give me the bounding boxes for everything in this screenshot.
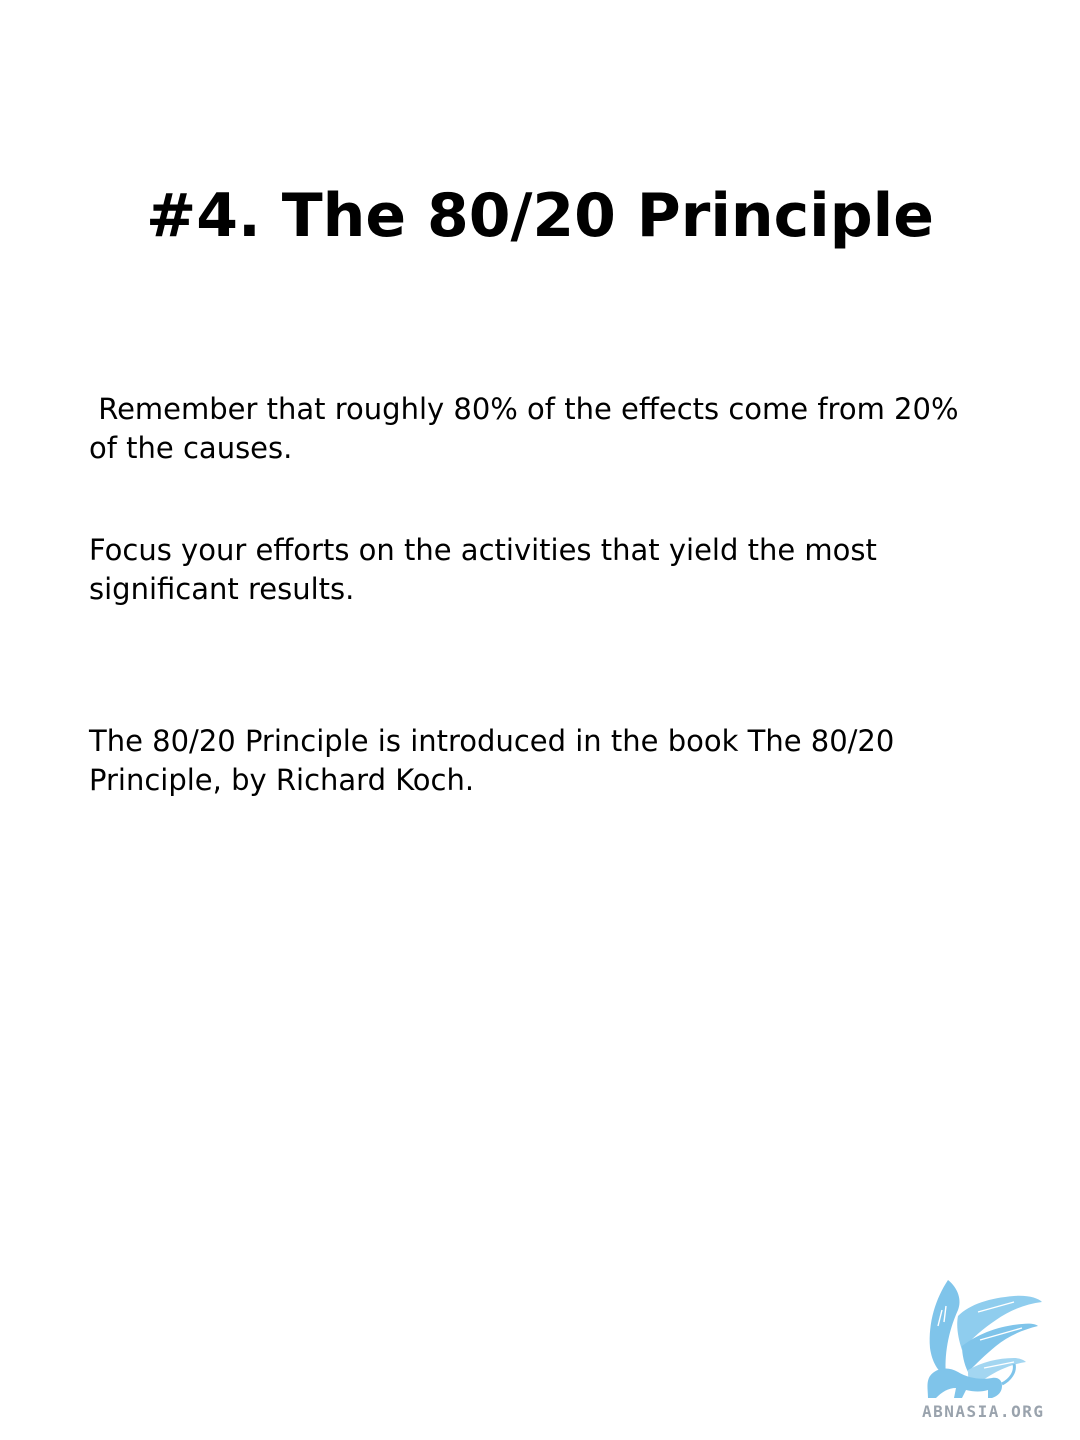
slide-title: #4. The 80/20 Principle	[146, 181, 934, 251]
paragraph-book-reference: The 80/20 Principle is introduced in the book The 80/20 Principle, by Richard Koch.	[89, 724, 904, 797]
griffin-feather-icon	[918, 1276, 1048, 1402]
paragraph-effects-causes: Remember that roughly 80% of the effects come from 20% of the causes.	[89, 392, 968, 465]
paragraph-focus-efforts: Focus your efforts on the activities that yield the most significant results.	[89, 533, 887, 606]
abnasia-logo	[914, 1272, 1080, 1432]
logo-text: ABNASIA.ORG	[922, 1402, 1045, 1421]
